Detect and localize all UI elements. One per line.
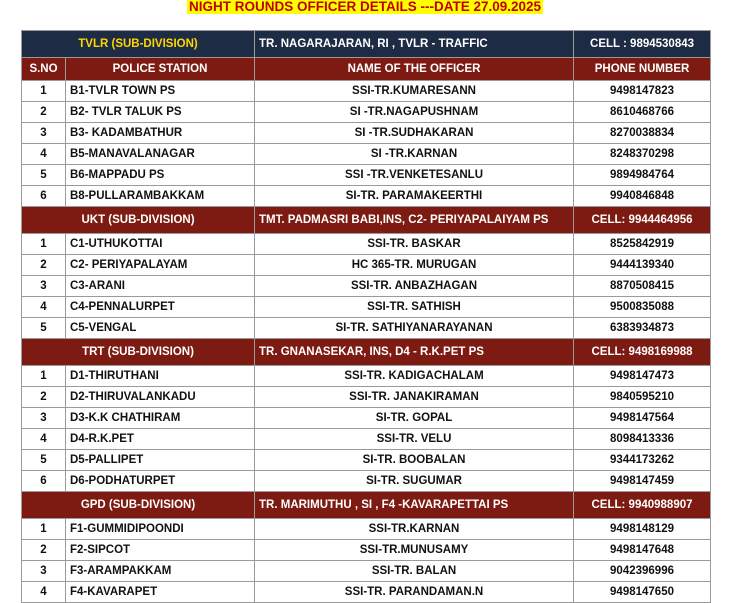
police-station: D3-K.K CHATHIRAM	[66, 408, 255, 429]
table-row	[22, 387, 711, 408]
officer-name: SI -TR.SUDHAKARAN	[255, 123, 574, 144]
officer-name: SSI-TR. KADIGACHALAM	[255, 366, 574, 387]
officer-name: SI-TR. PARAMAKEERTHI	[255, 186, 574, 207]
officer-name: SSI-TR. PARANDAMAN.N	[255, 582, 574, 603]
police-station: C4-PENNALURPET	[66, 297, 255, 318]
subdivision-name: UKT (SUB-DIVISION)	[22, 207, 255, 234]
table-row	[22, 429, 711, 450]
serial-number: 1	[22, 234, 66, 255]
officer-table	[21, 30, 711, 603]
table-row	[22, 366, 711, 387]
serial-number: 2	[22, 255, 66, 276]
officer-name: SI-TR. SUGUMAR	[255, 471, 574, 492]
phone-number: 8610468766	[574, 102, 711, 123]
table-row	[22, 540, 711, 561]
table-row	[22, 255, 711, 276]
phone-number: 9042396996	[574, 561, 711, 582]
police-station: C5-VENGAL	[66, 318, 255, 339]
subdivision-name: GPD (SUB-DIVISION)	[22, 492, 255, 519]
subdivision-row	[22, 31, 711, 58]
police-station: B5-MANAVALANAGAR	[66, 144, 255, 165]
subdivision-row	[22, 492, 711, 519]
police-station: C2- PERIYAPALAYAM	[66, 255, 255, 276]
phone-number: 9894984764	[574, 165, 711, 186]
subdivision-cell: CELL : 9894530843	[574, 31, 711, 58]
serial-number: 4	[22, 297, 66, 318]
officer-name: SSI-TR. VELU	[255, 429, 574, 450]
table-row	[22, 471, 711, 492]
phone-number: 8248370298	[574, 144, 711, 165]
subdivision-name: TVLR (SUB-DIVISION)	[22, 31, 255, 58]
subdivision-officer: TMT. PADMASRI BABI,INS, C2- PERIYAPALAIYAM PS	[255, 207, 574, 234]
police-station: C1-UTHUKOTTAI	[66, 234, 255, 255]
police-station: B8-PULLARAMBAKKAM	[66, 186, 255, 207]
page-title	[0, 0, 730, 18]
subdivision-row	[22, 207, 711, 234]
column-header: S.NO	[22, 58, 66, 81]
serial-number: 1	[22, 519, 66, 540]
serial-number: 5	[22, 165, 66, 186]
table-row	[22, 408, 711, 429]
phone-number: 8525842919	[574, 234, 711, 255]
column-header: POLICE STATION	[66, 58, 255, 81]
police-station: F1-GUMMIDIPOONDI	[66, 519, 255, 540]
table-row	[22, 297, 711, 318]
phone-number: 6383934873	[574, 318, 711, 339]
police-station: B2- TVLR TALUK PS	[66, 102, 255, 123]
police-station: F4-KAVARAPET	[66, 582, 255, 603]
table-body	[22, 31, 711, 603]
officer-name: SSI -TR.VENKETESANLU	[255, 165, 574, 186]
serial-number: 4	[22, 582, 66, 603]
table-row	[22, 123, 711, 144]
table-row	[22, 234, 711, 255]
column-header: PHONE NUMBER	[574, 58, 711, 81]
serial-number: 5	[22, 450, 66, 471]
table-row	[22, 276, 711, 297]
police-station: D2-THIRUVALANKADU	[66, 387, 255, 408]
column-header: NAME OF THE OFFICER	[255, 58, 574, 81]
table-row	[22, 102, 711, 123]
table-row	[22, 144, 711, 165]
subdivision-name: TRT (SUB-DIVISION)	[22, 339, 255, 366]
subdivision-cell: CELL: 9498169988	[574, 339, 711, 366]
police-station: C3-ARANI	[66, 276, 255, 297]
officer-name: SI -TR.KARNAN	[255, 144, 574, 165]
phone-number: 9840595210	[574, 387, 711, 408]
subdivision-cell: CELL: 9944464956	[574, 207, 711, 234]
serial-number: 3	[22, 561, 66, 582]
phone-number: 9498147650	[574, 582, 711, 603]
officer-name: SSI-TR.KARNAN	[255, 519, 574, 540]
officer-name: SSI-TR. JANAKIRAMAN	[255, 387, 574, 408]
subdivision-officer: TR. GNANASEKAR, INS, D4 - R.K.PET PS	[255, 339, 574, 366]
police-station: B1-TVLR TOWN PS	[66, 81, 255, 102]
officer-name: SI -TR.NAGAPUSHNAM	[255, 102, 574, 123]
table-row	[22, 450, 711, 471]
serial-number: 1	[22, 81, 66, 102]
phone-number: 9498147473	[574, 366, 711, 387]
table-row	[22, 165, 711, 186]
subdivision-cell: CELL: 9940988907	[574, 492, 711, 519]
phone-number: 9498147564	[574, 408, 711, 429]
police-station: F3-ARAMPAKKAM	[66, 561, 255, 582]
police-station: D6-PODHATURPET	[66, 471, 255, 492]
serial-number: 6	[22, 471, 66, 492]
serial-number: 5	[22, 318, 66, 339]
officer-name: SI-TR. BOOBALAN	[255, 450, 574, 471]
serial-number: 4	[22, 144, 66, 165]
officer-name: SSI-TR.MUNUSAMY	[255, 540, 574, 561]
serial-number: 2	[22, 387, 66, 408]
phone-number: 8870508415	[574, 276, 711, 297]
phone-number: 9498148129	[574, 519, 711, 540]
table-row	[22, 561, 711, 582]
phone-number: 9498147823	[574, 81, 711, 102]
phone-number: 9498147648	[574, 540, 711, 561]
police-station: D4-R.K.PET	[66, 429, 255, 450]
phone-number: 9344173262	[574, 450, 711, 471]
serial-number: 4	[22, 429, 66, 450]
officer-name: SI-TR. SATHIYANARAYANAN	[255, 318, 574, 339]
phone-number: 9444139340	[574, 255, 711, 276]
phone-number: 9940846848	[574, 186, 711, 207]
officer-name: SSI-TR. ANBAZHAGAN	[255, 276, 574, 297]
officer-name: SSI-TR. SATHISH	[255, 297, 574, 318]
police-station: B3- KADAMBATHUR	[66, 123, 255, 144]
subdivision-row	[22, 339, 711, 366]
table-header	[22, 58, 711, 81]
title-text: NIGHT ROUNDS OFFICER DETAILS ---DATE 27.09.2025	[188, 0, 542, 14]
officer-name: SSI-TR. BALAN	[255, 561, 574, 582]
officer-name: SSI-TR.KUMARESANN	[255, 81, 574, 102]
police-station: F2-SIPCOT	[66, 540, 255, 561]
police-station: D1-THIRUTHANI	[66, 366, 255, 387]
officer-name: SSI-TR. BASKAR	[255, 234, 574, 255]
phone-number: 8098413336	[574, 429, 711, 450]
serial-number: 2	[22, 102, 66, 123]
officer-name: SI-TR. GOPAL	[255, 408, 574, 429]
table-row	[22, 519, 711, 540]
phone-number: 9500835088	[574, 297, 711, 318]
serial-number: 2	[22, 540, 66, 561]
serial-number: 1	[22, 366, 66, 387]
police-station: B6-MAPPADU PS	[66, 165, 255, 186]
serial-number: 6	[22, 186, 66, 207]
subdivision-officer: TR. NAGARAJARAN, RI , TVLR - TRAFFIC	[255, 31, 574, 58]
officer-name: HC 365-TR. MURUGAN	[255, 255, 574, 276]
table-row	[22, 582, 711, 603]
serial-number: 3	[22, 123, 66, 144]
subdivision-officer: TR. MARIMUTHU , SI , F4 -KAVARAPETTAI PS	[255, 492, 574, 519]
table-row	[22, 318, 711, 339]
phone-number: 8270038834	[574, 123, 711, 144]
phone-number: 9498147459	[574, 471, 711, 492]
table-row	[22, 186, 711, 207]
table-row	[22, 81, 711, 102]
serial-number: 3	[22, 276, 66, 297]
police-station: D5-PALLIPET	[66, 450, 255, 471]
serial-number: 3	[22, 408, 66, 429]
